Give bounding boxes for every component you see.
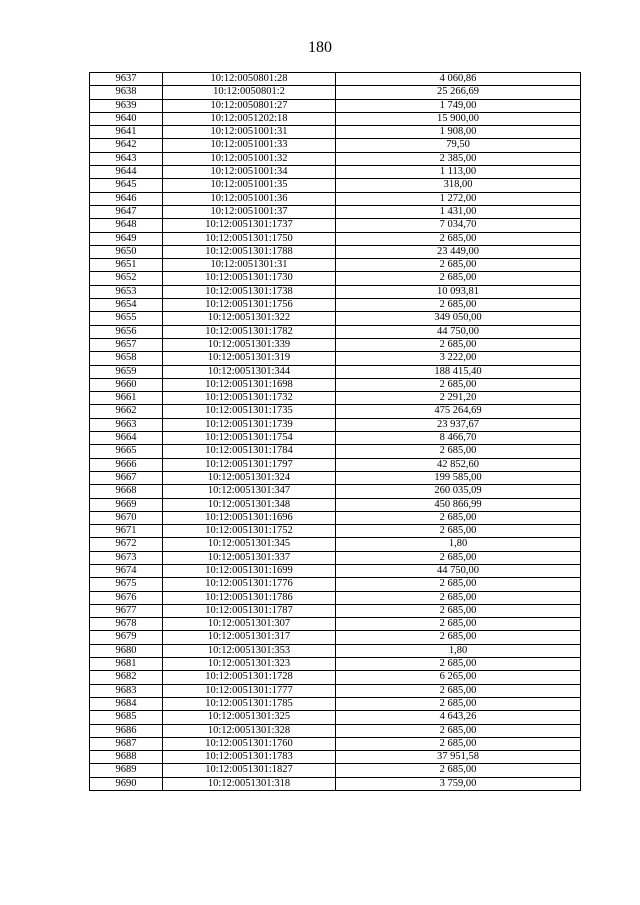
value-cell: 2 685,00 (336, 511, 581, 524)
row-number-cell: 9637 (90, 73, 163, 86)
row-number-cell: 9644 (90, 166, 163, 179)
cadastral-number-cell: 10:12:0051001:33 (163, 139, 336, 152)
cadastral-number-cell: 10:12:0051202:18 (163, 112, 336, 125)
table-row (90, 631, 581, 644)
row-number-cell: 9685 (90, 711, 163, 724)
table-row (90, 378, 581, 391)
value-cell: 15 900,00 (336, 112, 581, 125)
cadastral-number-cell: 10:12:0051301:1783 (163, 751, 336, 764)
row-number-cell: 9656 (90, 325, 163, 338)
row-number-cell: 9646 (90, 192, 163, 205)
value-cell: 1 908,00 (336, 126, 581, 139)
row-number-cell: 9651 (90, 259, 163, 272)
table-row (90, 485, 581, 498)
row-number-cell: 9659 (90, 365, 163, 378)
value-cell: 37 951,58 (336, 751, 581, 764)
page-number: 180 (308, 39, 332, 56)
cadastral-number-cell: 10:12:0051001:32 (163, 152, 336, 165)
cadastral-number-cell: 10:12:0051301:1752 (163, 525, 336, 538)
table-row (90, 432, 581, 445)
value-cell: 2 385,00 (336, 152, 581, 165)
value-cell: 1 431,00 (336, 205, 581, 218)
value-cell: 2 685,00 (336, 764, 581, 777)
row-number-cell: 9638 (90, 86, 163, 99)
cadastral-number-cell: 10:12:0051001:36 (163, 192, 336, 205)
row-number-cell: 9655 (90, 312, 163, 325)
table-row (90, 285, 581, 298)
row-number-cell: 9673 (90, 551, 163, 564)
row-number-cell: 9639 (90, 99, 163, 112)
table-row (90, 644, 581, 657)
row-number-cell: 9657 (90, 338, 163, 351)
row-number-cell: 9658 (90, 352, 163, 365)
value-cell: 2 685,00 (336, 338, 581, 351)
value-cell: 450 866,99 (336, 498, 581, 511)
cadastral-number-cell: 10:12:0051001:35 (163, 179, 336, 192)
row-number-cell: 9678 (90, 618, 163, 631)
row-number-cell: 9668 (90, 485, 163, 498)
row-number-cell: 9677 (90, 604, 163, 617)
cadastral-number-cell: 10:12:0051301:1786 (163, 591, 336, 604)
cadastral-table (89, 72, 581, 791)
table-row (90, 219, 581, 232)
cadastral-number-cell: 10:12:0051301:1827 (163, 764, 336, 777)
table-row (90, 604, 581, 617)
value-cell: 23 937,67 (336, 418, 581, 431)
cadastral-number-cell: 10:12:0051001:37 (163, 205, 336, 218)
row-number-cell: 9679 (90, 631, 163, 644)
table-row (90, 525, 581, 538)
cadastral-number-cell: 10:12:0051301:1732 (163, 392, 336, 405)
row-number-cell: 9684 (90, 697, 163, 710)
value-cell: 2 685,00 (336, 299, 581, 312)
table-row (90, 299, 581, 312)
table-row (90, 126, 581, 139)
value-cell: 2 685,00 (336, 618, 581, 631)
table-row (90, 325, 581, 338)
row-number-cell: 9681 (90, 658, 163, 671)
row-number-cell: 9672 (90, 538, 163, 551)
value-cell: 10 093,81 (336, 285, 581, 298)
cadastral-number-cell: 10:12:0051301:1785 (163, 697, 336, 710)
table-row (90, 86, 581, 99)
value-cell: 44 750,00 (336, 564, 581, 577)
table-row (90, 591, 581, 604)
cadastral-number-cell: 10:12:0051301:317 (163, 631, 336, 644)
value-cell: 2 685,00 (336, 737, 581, 750)
row-number-cell: 9647 (90, 205, 163, 218)
table-row (90, 618, 581, 631)
cadastral-number-cell: 10:12:0051301:323 (163, 658, 336, 671)
row-number-cell: 9682 (90, 671, 163, 684)
cadastral-number-cell: 10:12:0051301:1760 (163, 737, 336, 750)
table-row (90, 232, 581, 245)
row-number-cell: 9675 (90, 578, 163, 591)
value-cell: 2 685,00 (336, 591, 581, 604)
row-number-cell: 9689 (90, 764, 163, 777)
cadastral-number-cell: 10:12:0051301:345 (163, 538, 336, 551)
cadastral-number-cell: 10:12:0051301:348 (163, 498, 336, 511)
value-cell: 1,80 (336, 644, 581, 657)
value-cell: 2 685,00 (336, 378, 581, 391)
value-cell: 79,50 (336, 139, 581, 152)
row-number-cell: 9645 (90, 179, 163, 192)
cadastral-number-cell: 10:12:0051301:1787 (163, 604, 336, 617)
table-row (90, 272, 581, 285)
table-row (90, 564, 581, 577)
row-number-cell: 9649 (90, 232, 163, 245)
value-cell: 42 852,60 (336, 458, 581, 471)
value-cell: 44 750,00 (336, 325, 581, 338)
cadastral-number-cell: 10:12:0051301:1737 (163, 219, 336, 232)
cadastral-number-cell: 10:12:0051301:328 (163, 724, 336, 737)
table-row (90, 445, 581, 458)
table-row (90, 418, 581, 431)
cadastral-number-cell: 10:12:0051301:325 (163, 711, 336, 724)
value-cell: 475 264,69 (336, 405, 581, 418)
value-cell: 2 685,00 (336, 272, 581, 285)
row-number-cell: 9652 (90, 272, 163, 285)
table-row (90, 737, 581, 750)
value-cell: 318,00 (336, 179, 581, 192)
cadastral-number-cell: 10:12:0051301:1699 (163, 564, 336, 577)
value-cell: 4 060,86 (336, 73, 581, 86)
table-row (90, 392, 581, 405)
table-row (90, 777, 581, 790)
cadastral-number-cell: 10:12:0051301:1698 (163, 378, 336, 391)
row-number-cell: 9641 (90, 126, 163, 139)
cadastral-number-cell: 10:12:0051301:1797 (163, 458, 336, 471)
cadastral-number-cell: 10:12:0051301:1788 (163, 245, 336, 258)
row-number-cell: 9653 (90, 285, 163, 298)
cadastral-number-cell: 10:12:0051301:344 (163, 365, 336, 378)
value-cell: 8 466,70 (336, 432, 581, 445)
value-cell: 6 265,00 (336, 671, 581, 684)
row-number-cell: 9642 (90, 139, 163, 152)
table-row (90, 764, 581, 777)
table-body (90, 73, 581, 791)
table-row (90, 73, 581, 86)
row-number-cell: 9663 (90, 418, 163, 431)
table-row (90, 405, 581, 418)
table-row (90, 152, 581, 165)
value-cell: 2 685,00 (336, 604, 581, 617)
row-number-cell: 9683 (90, 684, 163, 697)
value-cell: 2 291,20 (336, 392, 581, 405)
table-row (90, 498, 581, 511)
cadastral-number-cell: 10:12:0050801:2 (163, 86, 336, 99)
value-cell: 199 585,00 (336, 471, 581, 484)
value-cell: 260 035,09 (336, 485, 581, 498)
row-number-cell: 9690 (90, 777, 163, 790)
value-cell: 349 050,00 (336, 312, 581, 325)
cadastral-number-cell: 10:12:0051301:1750 (163, 232, 336, 245)
row-number-cell: 9686 (90, 724, 163, 737)
row-number-cell: 9671 (90, 525, 163, 538)
value-cell: 2 685,00 (336, 232, 581, 245)
row-number-cell: 9660 (90, 378, 163, 391)
cadastral-number-cell: 10:12:0051001:31 (163, 126, 336, 139)
value-cell: 2 685,00 (336, 658, 581, 671)
cadastral-number-cell: 10:12:0051301:31 (163, 259, 336, 272)
table-row (90, 312, 581, 325)
cadastral-number-cell: 10:12:0051301:1728 (163, 671, 336, 684)
table-row (90, 112, 581, 125)
row-number-cell: 9688 (90, 751, 163, 764)
table-row (90, 205, 581, 218)
cadastral-number-cell: 10:12:0051301:1730 (163, 272, 336, 285)
cadastral-number-cell: 10:12:0050801:28 (163, 73, 336, 86)
row-number-cell: 9640 (90, 112, 163, 125)
cadastral-number-cell: 10:12:0051301:322 (163, 312, 336, 325)
cadastral-number-cell: 10:12:0051301:1782 (163, 325, 336, 338)
cadastral-number-cell: 10:12:0051301:1696 (163, 511, 336, 524)
table-row (90, 139, 581, 152)
value-cell: 23 449,00 (336, 245, 581, 258)
value-cell: 2 685,00 (336, 724, 581, 737)
table-row (90, 352, 581, 365)
value-cell: 1 272,00 (336, 192, 581, 205)
cadastral-number-cell: 10:12:0051301:337 (163, 551, 336, 564)
value-cell: 188 415,40 (336, 365, 581, 378)
cadastral-number-cell: 10:12:0051301:1739 (163, 418, 336, 431)
value-cell: 2 685,00 (336, 631, 581, 644)
cadastral-number-cell: 10:12:0051001:34 (163, 166, 336, 179)
table-row (90, 551, 581, 564)
table-row (90, 751, 581, 764)
value-cell: 2 685,00 (336, 445, 581, 458)
cadastral-number-cell: 10:12:0051301:1756 (163, 299, 336, 312)
table-row (90, 458, 581, 471)
value-cell: 3 222,00 (336, 352, 581, 365)
table-row (90, 684, 581, 697)
value-cell: 2 685,00 (336, 578, 581, 591)
cadastral-number-cell: 10:12:0051301:1776 (163, 578, 336, 591)
cadastral-number-cell: 10:12:0051301:1735 (163, 405, 336, 418)
table-row (90, 99, 581, 112)
row-number-cell: 9643 (90, 152, 163, 165)
value-cell: 1 113,00 (336, 166, 581, 179)
value-cell: 1 749,00 (336, 99, 581, 112)
table-row (90, 711, 581, 724)
row-number-cell: 9667 (90, 471, 163, 484)
row-number-cell: 9676 (90, 591, 163, 604)
value-cell: 2 685,00 (336, 551, 581, 564)
value-cell: 3 759,00 (336, 777, 581, 790)
table-row (90, 471, 581, 484)
cadastral-number-cell: 10:12:0051301:339 (163, 338, 336, 351)
cadastral-number-cell: 10:12:0051301:1738 (163, 285, 336, 298)
table-row (90, 338, 581, 351)
cadastral-number-cell: 10:12:0051301:353 (163, 644, 336, 657)
cadastral-number-cell: 10:12:0051301:318 (163, 777, 336, 790)
row-number-cell: 9664 (90, 432, 163, 445)
cadastral-number-cell: 10:12:0051301:1784 (163, 445, 336, 458)
value-cell: 25 266,69 (336, 86, 581, 99)
value-cell: 1,80 (336, 538, 581, 551)
value-cell: 7 034,70 (336, 219, 581, 232)
table-row (90, 365, 581, 378)
value-cell: 4 643,26 (336, 711, 581, 724)
row-number-cell: 9666 (90, 458, 163, 471)
cadastral-number-cell: 10:12:0051301:1754 (163, 432, 336, 445)
row-number-cell: 9687 (90, 737, 163, 750)
row-number-cell: 9674 (90, 564, 163, 577)
table-row (90, 578, 581, 591)
row-number-cell: 9669 (90, 498, 163, 511)
table-row (90, 724, 581, 737)
value-cell: 2 685,00 (336, 684, 581, 697)
cadastral-number-cell: 10:12:0051301:347 (163, 485, 336, 498)
table-row (90, 658, 581, 671)
value-cell: 2 685,00 (336, 697, 581, 710)
table-row (90, 538, 581, 551)
table-row (90, 179, 581, 192)
cadastral-number-cell: 10:12:0050801:27 (163, 99, 336, 112)
table-row (90, 511, 581, 524)
cadastral-number-cell: 10:12:0051301:307 (163, 618, 336, 631)
row-number-cell: 9665 (90, 445, 163, 458)
row-number-cell: 9670 (90, 511, 163, 524)
row-number-cell: 9650 (90, 245, 163, 258)
cadastral-number-cell: 10:12:0051301:324 (163, 471, 336, 484)
cadastral-number-cell: 10:12:0051301:319 (163, 352, 336, 365)
row-number-cell: 9680 (90, 644, 163, 657)
value-cell: 2 685,00 (336, 259, 581, 272)
table-row (90, 259, 581, 272)
row-number-cell: 9654 (90, 299, 163, 312)
table-row (90, 671, 581, 684)
row-number-cell: 9661 (90, 392, 163, 405)
row-number-cell: 9648 (90, 219, 163, 232)
table-row (90, 192, 581, 205)
cadastral-number-cell: 10:12:0051301:1777 (163, 684, 336, 697)
table-row (90, 697, 581, 710)
table-row (90, 245, 581, 258)
table-row (90, 166, 581, 179)
row-number-cell: 9662 (90, 405, 163, 418)
value-cell: 2 685,00 (336, 525, 581, 538)
